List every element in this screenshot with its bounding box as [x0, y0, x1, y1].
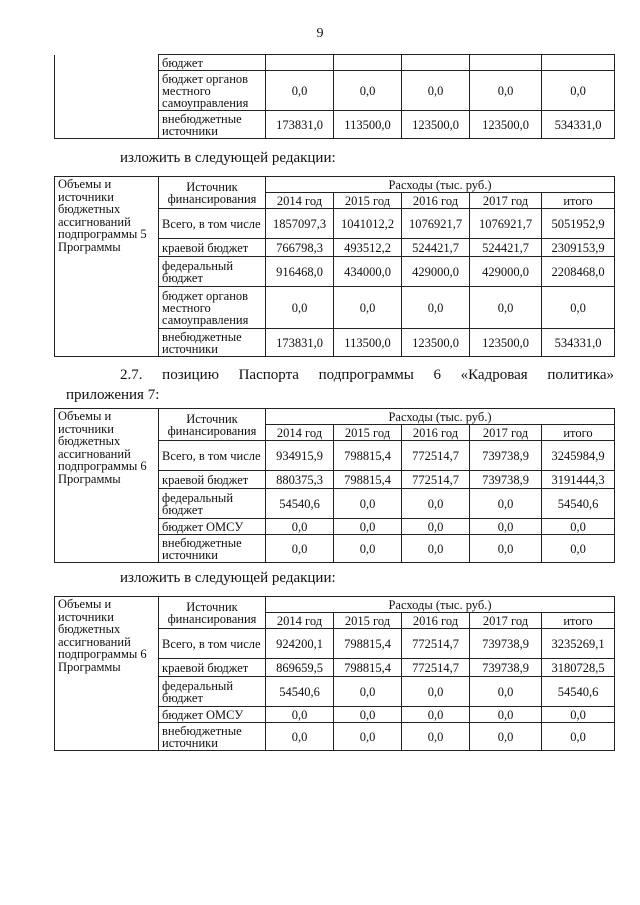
value-cell: 0,0: [470, 677, 542, 707]
year-header: 2016 год: [402, 193, 470, 209]
source-cell: краевой бюджет: [159, 659, 266, 677]
value-cell: 1076921,7: [470, 209, 542, 239]
value-cell: 0,0: [542, 707, 615, 723]
value-cell: 798815,4: [334, 441, 402, 471]
value-cell: [266, 55, 334, 71]
value-cell: 0,0: [470, 519, 542, 535]
table-row: [55, 55, 615, 71]
budget-table-1: [54, 176, 615, 357]
value-cell: 934915,9: [266, 441, 334, 471]
value-cell: 429000,0: [402, 257, 470, 287]
value-cell: 173831,0: [266, 111, 334, 139]
source-cell: бюджет органов местного самоуправления: [159, 71, 266, 111]
value-cell: 766798,3: [266, 239, 334, 257]
source-cell: внебюджетные источники: [159, 329, 266, 357]
value-cell: 3245984,9: [542, 441, 615, 471]
value-cell: 54540,6: [266, 489, 334, 519]
value-cell: 0,0: [334, 287, 402, 329]
value-cell: 798815,4: [334, 659, 402, 677]
source-cell: краевой бюджет: [159, 471, 266, 489]
year-header: 2017 год: [470, 613, 542, 629]
year-header: 2015 год: [334, 613, 402, 629]
year-header: 2017 год: [470, 425, 542, 441]
value-cell: 0,0: [402, 287, 470, 329]
budget-table-3: [54, 596, 615, 751]
value-cell: 123500,0: [470, 111, 542, 139]
value-cell: 0,0: [542, 287, 615, 329]
value-cell: 739738,9: [470, 441, 542, 471]
value-cell: 916468,0: [266, 257, 334, 287]
header-row: [55, 409, 615, 425]
value-cell: 0,0: [334, 71, 402, 111]
source-cell: краевой бюджет: [159, 239, 266, 257]
value-cell: 0,0: [402, 535, 470, 563]
value-cell: 798815,4: [334, 471, 402, 489]
value-cell: 0,0: [470, 287, 542, 329]
value-cell: 3191444,3: [542, 471, 615, 489]
value-cell: 429000,0: [470, 257, 542, 287]
total-header: итого: [542, 193, 615, 209]
source-cell: внебюджетные источники: [159, 535, 266, 563]
volume-label: Объемы и источники бюджетных ассигнований подпрограммы 5 Программы: [55, 177, 159, 357]
source-header: Источник финансирования: [159, 177, 266, 209]
value-cell: 739738,9: [470, 659, 542, 677]
year-header: 2014 год: [266, 193, 334, 209]
value-cell: [402, 55, 470, 71]
value-cell: 0,0: [402, 489, 470, 519]
value-cell: 0,0: [402, 71, 470, 111]
value-cell: 772514,7: [402, 629, 470, 659]
source-cell: федеральный бюджет: [159, 489, 266, 519]
value-cell: 5051952,9: [542, 209, 615, 239]
source-cell: Всего, в том числе: [159, 441, 266, 471]
value-cell: 123500,0: [470, 329, 542, 357]
value-cell: 0,0: [334, 519, 402, 535]
continuation-table: [54, 54, 615, 139]
value-cell: 0,0: [470, 723, 542, 751]
source-cell: федеральный бюджет: [159, 257, 266, 287]
volume-label: Объемы и источники бюджетных ассигнований подпрограммы 6 Программы: [55, 409, 159, 563]
source-cell: Всего, в том числе: [159, 629, 266, 659]
value-cell: 1857097,3: [266, 209, 334, 239]
value-cell: 2208468,0: [542, 257, 615, 287]
header-row: [55, 177, 615, 193]
value-cell: 0,0: [470, 707, 542, 723]
value-cell: [470, 55, 542, 71]
source-cell: бюджет ОМСУ: [159, 519, 266, 535]
expenses-header: Расходы (тыс. руб.): [266, 597, 615, 613]
value-cell: 2309153,9: [542, 239, 615, 257]
value-cell: 0,0: [334, 723, 402, 751]
value-cell: 173831,0: [266, 329, 334, 357]
value-cell: 739738,9: [470, 471, 542, 489]
value-cell: 3180728,5: [542, 659, 615, 677]
value-cell: 772514,7: [402, 471, 470, 489]
value-cell: 0,0: [266, 287, 334, 329]
value-cell: 0,0: [470, 489, 542, 519]
expenses-header: Расходы (тыс. руб.): [266, 177, 615, 193]
volume-label: Объемы и источники бюджетных ассигнований подпрограммы 6 Программы: [55, 597, 159, 751]
instruction-text-3: изложить в следующей редакции:: [120, 570, 336, 586]
header-row: [55, 597, 615, 613]
value-cell: 54540,6: [266, 677, 334, 707]
value-cell: 869659,5: [266, 659, 334, 677]
source-cell: внебюджетные источники: [159, 111, 266, 139]
value-cell: 0,0: [334, 535, 402, 563]
value-cell: 772514,7: [402, 441, 470, 471]
value-cell: 54540,6: [542, 677, 615, 707]
value-cell: 493512,2: [334, 239, 402, 257]
total-header: итого: [542, 613, 615, 629]
value-cell: 434000,0: [334, 257, 402, 287]
value-cell: 739738,9: [470, 629, 542, 659]
source-cell: федеральный бюджет: [159, 677, 266, 707]
source-cell: бюджет органов местного самоуправления: [159, 287, 266, 329]
source-cell: внебюджетные источники: [159, 723, 266, 751]
value-cell: 54540,6: [542, 489, 615, 519]
value-cell: 924200,1: [266, 629, 334, 659]
value-cell: 0,0: [266, 535, 334, 563]
value-cell: 0,0: [542, 535, 615, 563]
value-cell: 0,0: [402, 707, 470, 723]
page-number: 9: [316, 26, 324, 41]
value-cell: 113500,0: [334, 111, 402, 139]
year-header: 2016 год: [402, 613, 470, 629]
value-cell: [542, 55, 615, 71]
value-cell: 524421,7: [402, 239, 470, 257]
instruction-text-2: 2.7. позицию Паспорта подпрограммы 6 «Кадровая политика»: [120, 367, 614, 383]
total-header: итого: [542, 425, 615, 441]
instruction-text-1: изложить в следующей редакции:: [120, 150, 336, 166]
value-cell: 0,0: [542, 519, 615, 535]
value-cell: 0,0: [470, 535, 542, 563]
value-cell: [334, 55, 402, 71]
value-cell: 880375,3: [266, 471, 334, 489]
value-cell: 524421,7: [470, 239, 542, 257]
value-cell: 113500,0: [334, 329, 402, 357]
value-cell: 0,0: [402, 677, 470, 707]
value-cell: 0,0: [266, 707, 334, 723]
instruction-text-2-cont: приложения 7:: [66, 387, 160, 403]
source-cell: Всего, в том числе: [159, 209, 266, 239]
value-cell: 0,0: [334, 677, 402, 707]
value-cell: 0,0: [266, 519, 334, 535]
budget-table-2: [54, 408, 615, 563]
value-cell: 0,0: [402, 519, 470, 535]
source-header: Источник финансирования: [159, 409, 266, 441]
value-cell: 1041012,2: [334, 209, 402, 239]
source-cell: бюджет: [159, 55, 266, 71]
year-header: 2017 год: [470, 193, 542, 209]
value-cell: 0,0: [266, 71, 334, 111]
value-cell: 0,0: [334, 489, 402, 519]
value-cell: 772514,7: [402, 659, 470, 677]
year-header: 2015 год: [334, 425, 402, 441]
value-cell: 0,0: [334, 707, 402, 723]
value-cell: 1076921,7: [402, 209, 470, 239]
year-header: 2016 год: [402, 425, 470, 441]
value-cell: 0,0: [542, 71, 615, 111]
year-header: 2015 год: [334, 193, 402, 209]
year-header: 2014 год: [266, 425, 334, 441]
value-cell: 798815,4: [334, 629, 402, 659]
source-header: Источник финансирования: [159, 597, 266, 629]
value-cell: 0,0: [266, 723, 334, 751]
value-cell: 0,0: [470, 71, 542, 111]
expenses-header: Расходы (тыс. руб.): [266, 409, 615, 425]
value-cell: 123500,0: [402, 329, 470, 357]
source-cell: бюджет ОМСУ: [159, 707, 266, 723]
volume-cell: [55, 55, 159, 139]
value-cell: 123500,0: [402, 111, 470, 139]
value-cell: 0,0: [542, 723, 615, 751]
value-cell: 534331,0: [542, 329, 615, 357]
value-cell: 3235269,1: [542, 629, 615, 659]
value-cell: 534331,0: [542, 111, 615, 139]
value-cell: 0,0: [402, 723, 470, 751]
year-header: 2014 год: [266, 613, 334, 629]
